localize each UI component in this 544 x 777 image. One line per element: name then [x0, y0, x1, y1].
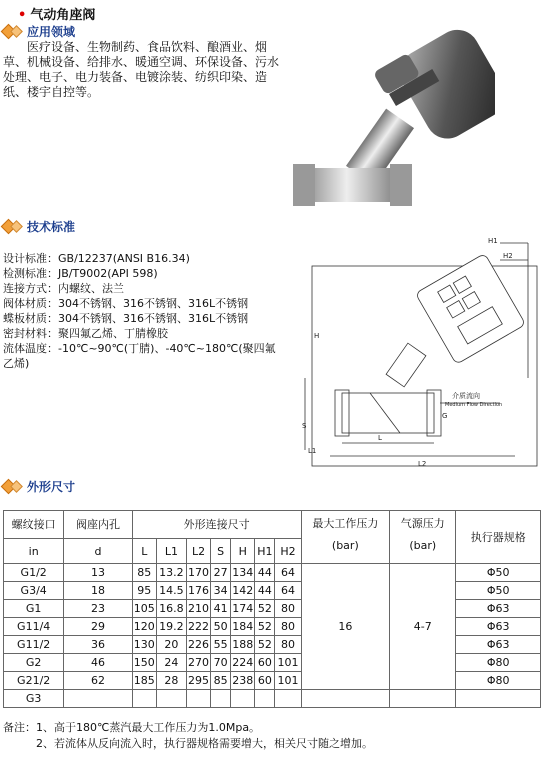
flow-label-cn: 介质流向	[452, 392, 480, 400]
section-tech-header: 技术标准	[3, 218, 75, 235]
dim-h2: H2	[503, 252, 513, 260]
section-application-header: 应用领域	[3, 23, 75, 40]
dim-l2: L2	[418, 460, 427, 468]
table-row: G21/2 62 185 28 295 85 238 60 101 Φ80	[4, 672, 541, 690]
table-header-row: 螺纹接口 阀座内孔 外形连接尺寸 最大工作压力 (bar) 气源压力 (bar) 执行器规格	[4, 511, 541, 539]
page-title: • 气动角座阀	[18, 8, 96, 23]
valve-photo	[285, 20, 495, 210]
dim-l: L	[378, 434, 382, 442]
table-row: G2 46 150 24 270 70 224 60 101 Φ80	[4, 654, 541, 672]
dimension-table	[3, 510, 541, 708]
table-row: G11/2 36 130 20 226 55 188 52 80 Φ63	[4, 636, 541, 654]
dim-l1: L1	[308, 447, 317, 455]
bullet-icon: •	[18, 8, 27, 23]
table-row: G3/4 18 95 14.5 176 34 142 44 64 Φ50	[4, 582, 541, 600]
table-row: G1 23 105 16.8 210 41 174 52 80 Φ63	[4, 600, 541, 618]
section-dims-header: 外形尺寸	[3, 478, 75, 495]
table-row: G11/4 29 120 19.2 222 50 184 52 80 Φ63	[4, 618, 541, 636]
tech-specs: 设计标准：GB/12237(ANSI B16.34) 检测标准：JB/T9002(API 598) 连接方式：内螺纹、法兰 阀体材质：304不锈钢、316不锈钢、316L不锈钢 蝶板材质：304不锈钢、316不锈钢、316L不锈钢 密封材料：聚四氟乙烯、丁腈橡胶 流体温度：-10℃~90℃(丁腈)、-40℃~180℃(聚四氟 乙烯)	[3, 252, 276, 370]
dim-h1: H1	[488, 237, 498, 245]
dim-s: S	[302, 422, 307, 430]
application-text: 医疗设备、生物制药、食品饮料、酿酒业、烟 草、机械设备、给排水、暖通空调、环保设备、污水 处理、电子、电力装备、电镀涂装、纺织印染、造 纸、楼宇自控等。	[3, 40, 280, 99]
table-row: G3	[4, 690, 541, 708]
flow-label-en: Medium Flow Direction	[445, 402, 503, 408]
table-subheader-row: in d L L1 L2 S H H1 H2	[4, 539, 541, 564]
notes: 备注：1、高于180℃蒸汽最大工作压力为1.0Mpa。 2、若流体从反向流入时，执行器规格需要增大，相关尺寸随之增加。	[3, 721, 373, 750]
dim-h: H	[314, 332, 320, 340]
dim-g: G	[442, 412, 448, 420]
table-row: G1/2 13 85 13.2 170 27 134 44 64 16 4-7 Φ50	[4, 564, 541, 582]
technical-drawing	[300, 228, 542, 468]
